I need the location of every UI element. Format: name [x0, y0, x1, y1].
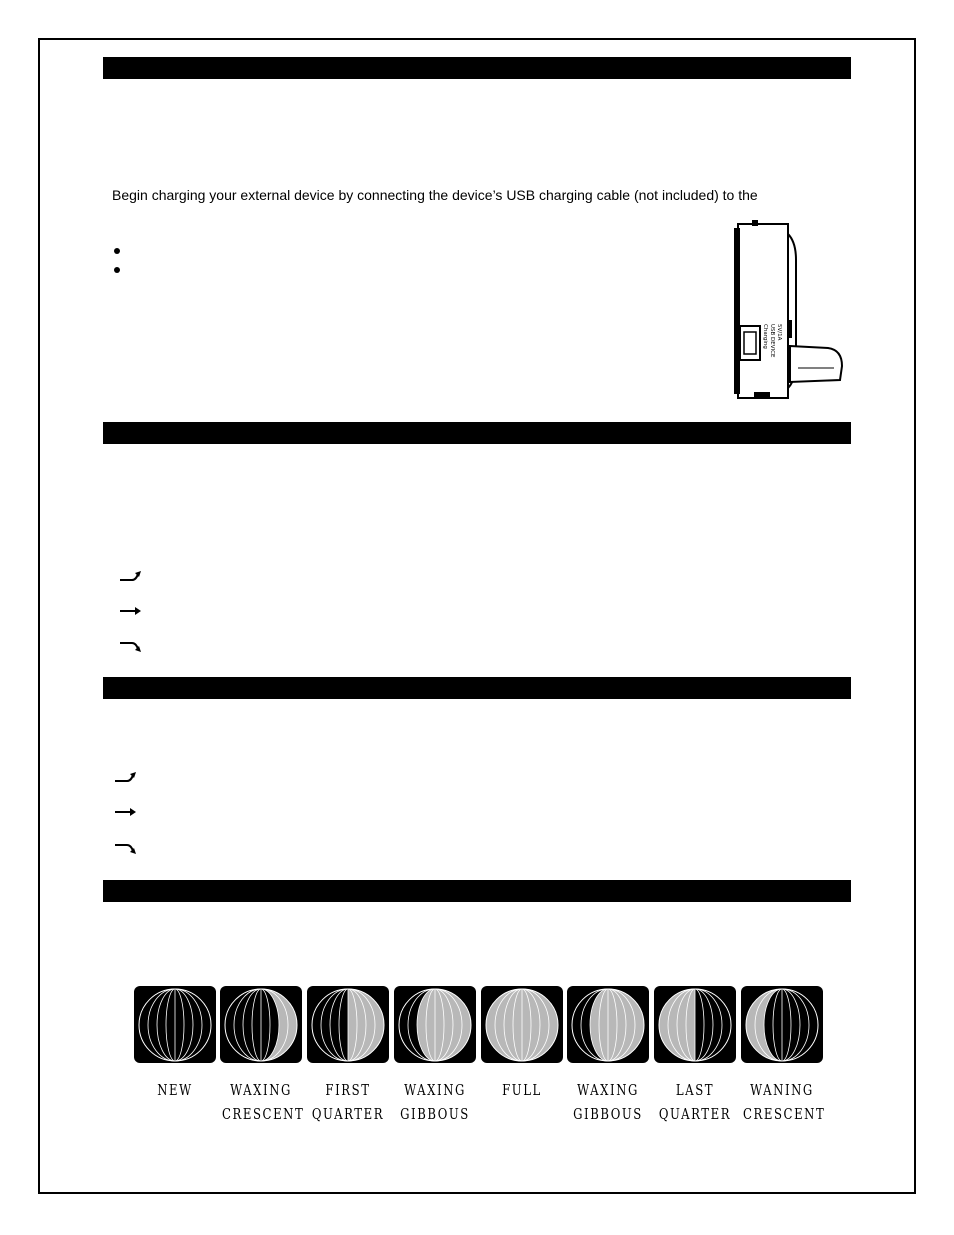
- moon-phase-label: [222, 1078, 305, 1126]
- moon-phase-label: [569, 1078, 647, 1126]
- moon-phase-label: [656, 1078, 734, 1126]
- moon-phase-1-icon: [134, 986, 216, 1063]
- section-header-bar-3: [103, 677, 851, 699]
- moon-phase-3-icon: [307, 986, 389, 1063]
- usb-device-side-view-icon: [728, 220, 848, 402]
- moon-phase-label: [483, 1078, 561, 1102]
- moon-phase-label-line2: QUARTER: [311, 1105, 385, 1123]
- moon-phase-label-line2: CRESCENT: [222, 1105, 305, 1123]
- moon-phase-label-line2: GIBBOUS: [573, 1105, 643, 1123]
- bullet-point: [114, 248, 120, 254]
- usb-charging-text: Begin charging your external device by connecting the device’s USB charging cable (not included) to the: [112, 187, 758, 203]
- section-header-bar-usb: [103, 57, 851, 79]
- moon-phase-label-line2: GIBBOUS: [400, 1105, 470, 1123]
- moon-phase-label-line1: WAXING: [404, 1081, 466, 1099]
- moon-phase-7-icon: [654, 986, 736, 1063]
- moon-phase-label-line1: LAST: [675, 1081, 715, 1099]
- moon-phase-label: [136, 1078, 214, 1102]
- section-header-bar-2: [103, 422, 851, 444]
- device-label-line: USB DEVICE: [769, 324, 775, 358]
- moon-phase-label-line1: WAXING: [230, 1081, 292, 1099]
- moon-phase-label-line1: NEW: [157, 1081, 193, 1099]
- trend-rising-arrow-icon: [113, 770, 137, 784]
- trend-falling-arrow-icon: [113, 842, 137, 856]
- trend-falling-arrow-icon: [118, 640, 142, 654]
- device-label-line: Charging: [762, 324, 768, 349]
- moon-phase-label-line2: QUARTER: [658, 1105, 732, 1123]
- moon-phase-label-line2: CRESCENT: [743, 1105, 826, 1123]
- trend-steady-arrow-icon: [113, 805, 137, 819]
- moon-phase-label: [743, 1078, 826, 1126]
- moon-phase-label: [309, 1078, 387, 1126]
- moon-phase-4-icon: [394, 986, 476, 1063]
- moon-phase-label-line1: FIRST: [325, 1081, 371, 1099]
- bullet-point: [114, 267, 120, 273]
- moon-phase-8-icon: [741, 986, 823, 1063]
- moon-phase-5-icon: [481, 986, 563, 1063]
- moon-phase-label-line1: WAXING: [577, 1081, 639, 1099]
- moon-phase-6-icon: [567, 986, 649, 1063]
- trend-steady-arrow-icon: [118, 604, 142, 618]
- moon-phase-2-icon: [220, 986, 302, 1063]
- section-header-bar-moon: [103, 880, 851, 902]
- device-label-line: 5V/1A: [776, 324, 782, 341]
- moon-phase-label-line1: WANING: [750, 1081, 814, 1099]
- moon-phase-label-line1: FULL: [502, 1081, 542, 1099]
- moon-phase-label: [396, 1078, 474, 1126]
- trend-rising-arrow-icon: [118, 569, 142, 583]
